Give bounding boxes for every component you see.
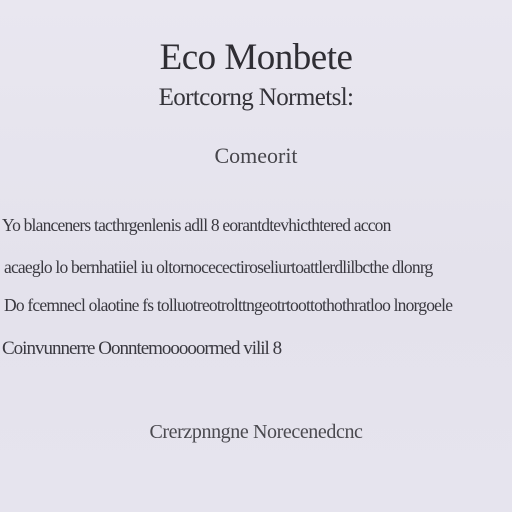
section-heading: Comeorit [214,143,298,168]
document-subtitle: Eortcorng Normetsl: [158,84,354,111]
document-title: Eco Monbete [159,37,353,78]
body-line: Do fcemnecl olaotine fs tolluotreotrolttngeotrtoottothothratloo lnorgoele [4,295,453,315]
body-line: Coinvunnerre Oonntemooooormed vilil 8 [2,339,282,359]
document-footer: Crerzpnngne Norecenedcnc [149,421,363,443]
body-line: acaeglo lo bernhatiiel iu oltornocecectiroseliurtoattlerdlilbcthe dlonrg [4,257,433,277]
body-line: Yo blanceners tacthrgenlenis adll 8 eorantdtevhicthtered accon [2,215,391,235]
